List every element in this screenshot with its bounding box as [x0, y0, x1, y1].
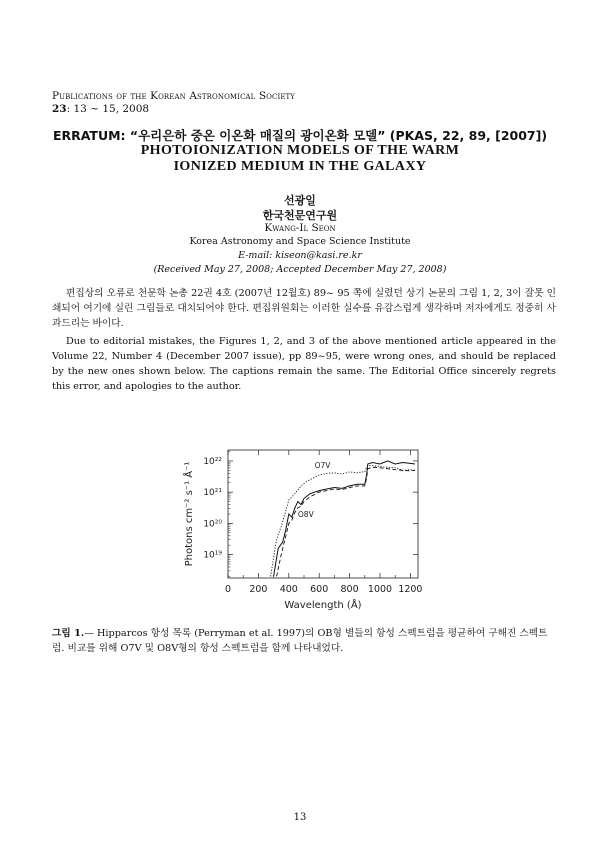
caption-label: 그림 1.	[52, 628, 85, 639]
series-line-average	[274, 461, 415, 577]
figure-caption	[52, 626, 558, 656]
erratum-heading: ERRATUM: “우리은하 중온 이온화 매질의 광이온화 모델” (PKAS, 22, 89, [2007])	[52, 128, 548, 143]
y-axis-label: Photons cm⁻² s⁻¹ Å⁻¹	[184, 461, 195, 567]
x-tick-label: 1200	[398, 584, 423, 595]
volume-number: 23	[52, 103, 67, 115]
paragraph-english-text: Due to editorial mistakes, the Figures 1, 2, and 3 of the above mentioned article appeared in the Volume 22, Number 4 (December 2007 issue), pp 89~95, were wrong ones, and should be replaced by the new ones shown below. The captions remain the same. The Editorial Office sincerely regrets this error, and apologies to the author.	[52, 336, 556, 392]
caption-text: — Hipparcos 항성 목록 (Perryman et al. 1997)의 OB형 별들의 항성 스펙트럼을 평균하여 구해진 스펙트럼. 비교를 위해 O7V 및 O8V형의 항성 스펙트럼을 함께 나타내었다.	[52, 628, 548, 654]
journal-name: Publications of the Korean Astronomical Society	[52, 90, 296, 102]
spectrum-chart	[170, 438, 440, 628]
x-tick-label: 200	[249, 584, 268, 595]
paragraph-korean-text: 편집상의 오류로 천문학 논총 22권 4호 (2007년 12월호) 89~ 95 쪽에 실렸던 상기 논문의 그림 1, 2, 3이 잘못 인쇄되어 여기에 실린 그림들로 대치되어야 한다. 편집위원회는 이러한 실수를 유감스럽게 생각하며 저자에게도 정중히 사과드리는 바이다.	[52, 288, 556, 329]
y-tick-label: 10²¹	[203, 488, 222, 499]
x-tick-label: 600	[310, 584, 329, 595]
series-line-O8V	[277, 467, 415, 576]
author-email: E-mail: kiseon@kasi.re.kr	[238, 250, 362, 261]
page-number: 13	[293, 812, 307, 823]
y-tick-label: 10²⁰	[203, 519, 222, 530]
received-dates: (Received May 27, 2008; Accepted December May 27, 2008)	[153, 264, 447, 275]
author-english: Kwang-Il Seon	[264, 222, 336, 234]
institution-korean: 한국천문연구원	[262, 209, 338, 222]
body-paragraph-english	[52, 334, 556, 394]
figure-1	[170, 438, 440, 628]
x-tick-label: 0	[224, 584, 232, 595]
body-paragraph-korean	[52, 286, 556, 331]
paper-title-line-2: IONIZED MEDIUM IN THE GALAXY	[173, 159, 427, 174]
x-tick-label: 800	[340, 584, 359, 595]
pages-year: : 13 ~ 15, 2008	[66, 103, 150, 115]
x-tick-label: 1000	[367, 584, 393, 595]
paper-title-line-1: PHOTOIONIZATION MODELS OF THE WARM	[140, 143, 460, 158]
x-axis-label: Wavelength (Å)	[284, 600, 362, 611]
series-label-o7v: O7V	[314, 460, 331, 470]
y-tick-label: 10¹⁹	[203, 550, 222, 561]
series-label-o8v: O8V	[297, 510, 314, 520]
institution-english: Korea Astronomy and Space Science Institute	[189, 236, 411, 247]
volume-info	[52, 103, 149, 115]
y-tick-label: 10²²	[203, 456, 222, 467]
series-line-O7V	[271, 466, 415, 577]
x-tick-label: 400	[279, 584, 298, 595]
author-korean: 선광일	[284, 194, 316, 207]
